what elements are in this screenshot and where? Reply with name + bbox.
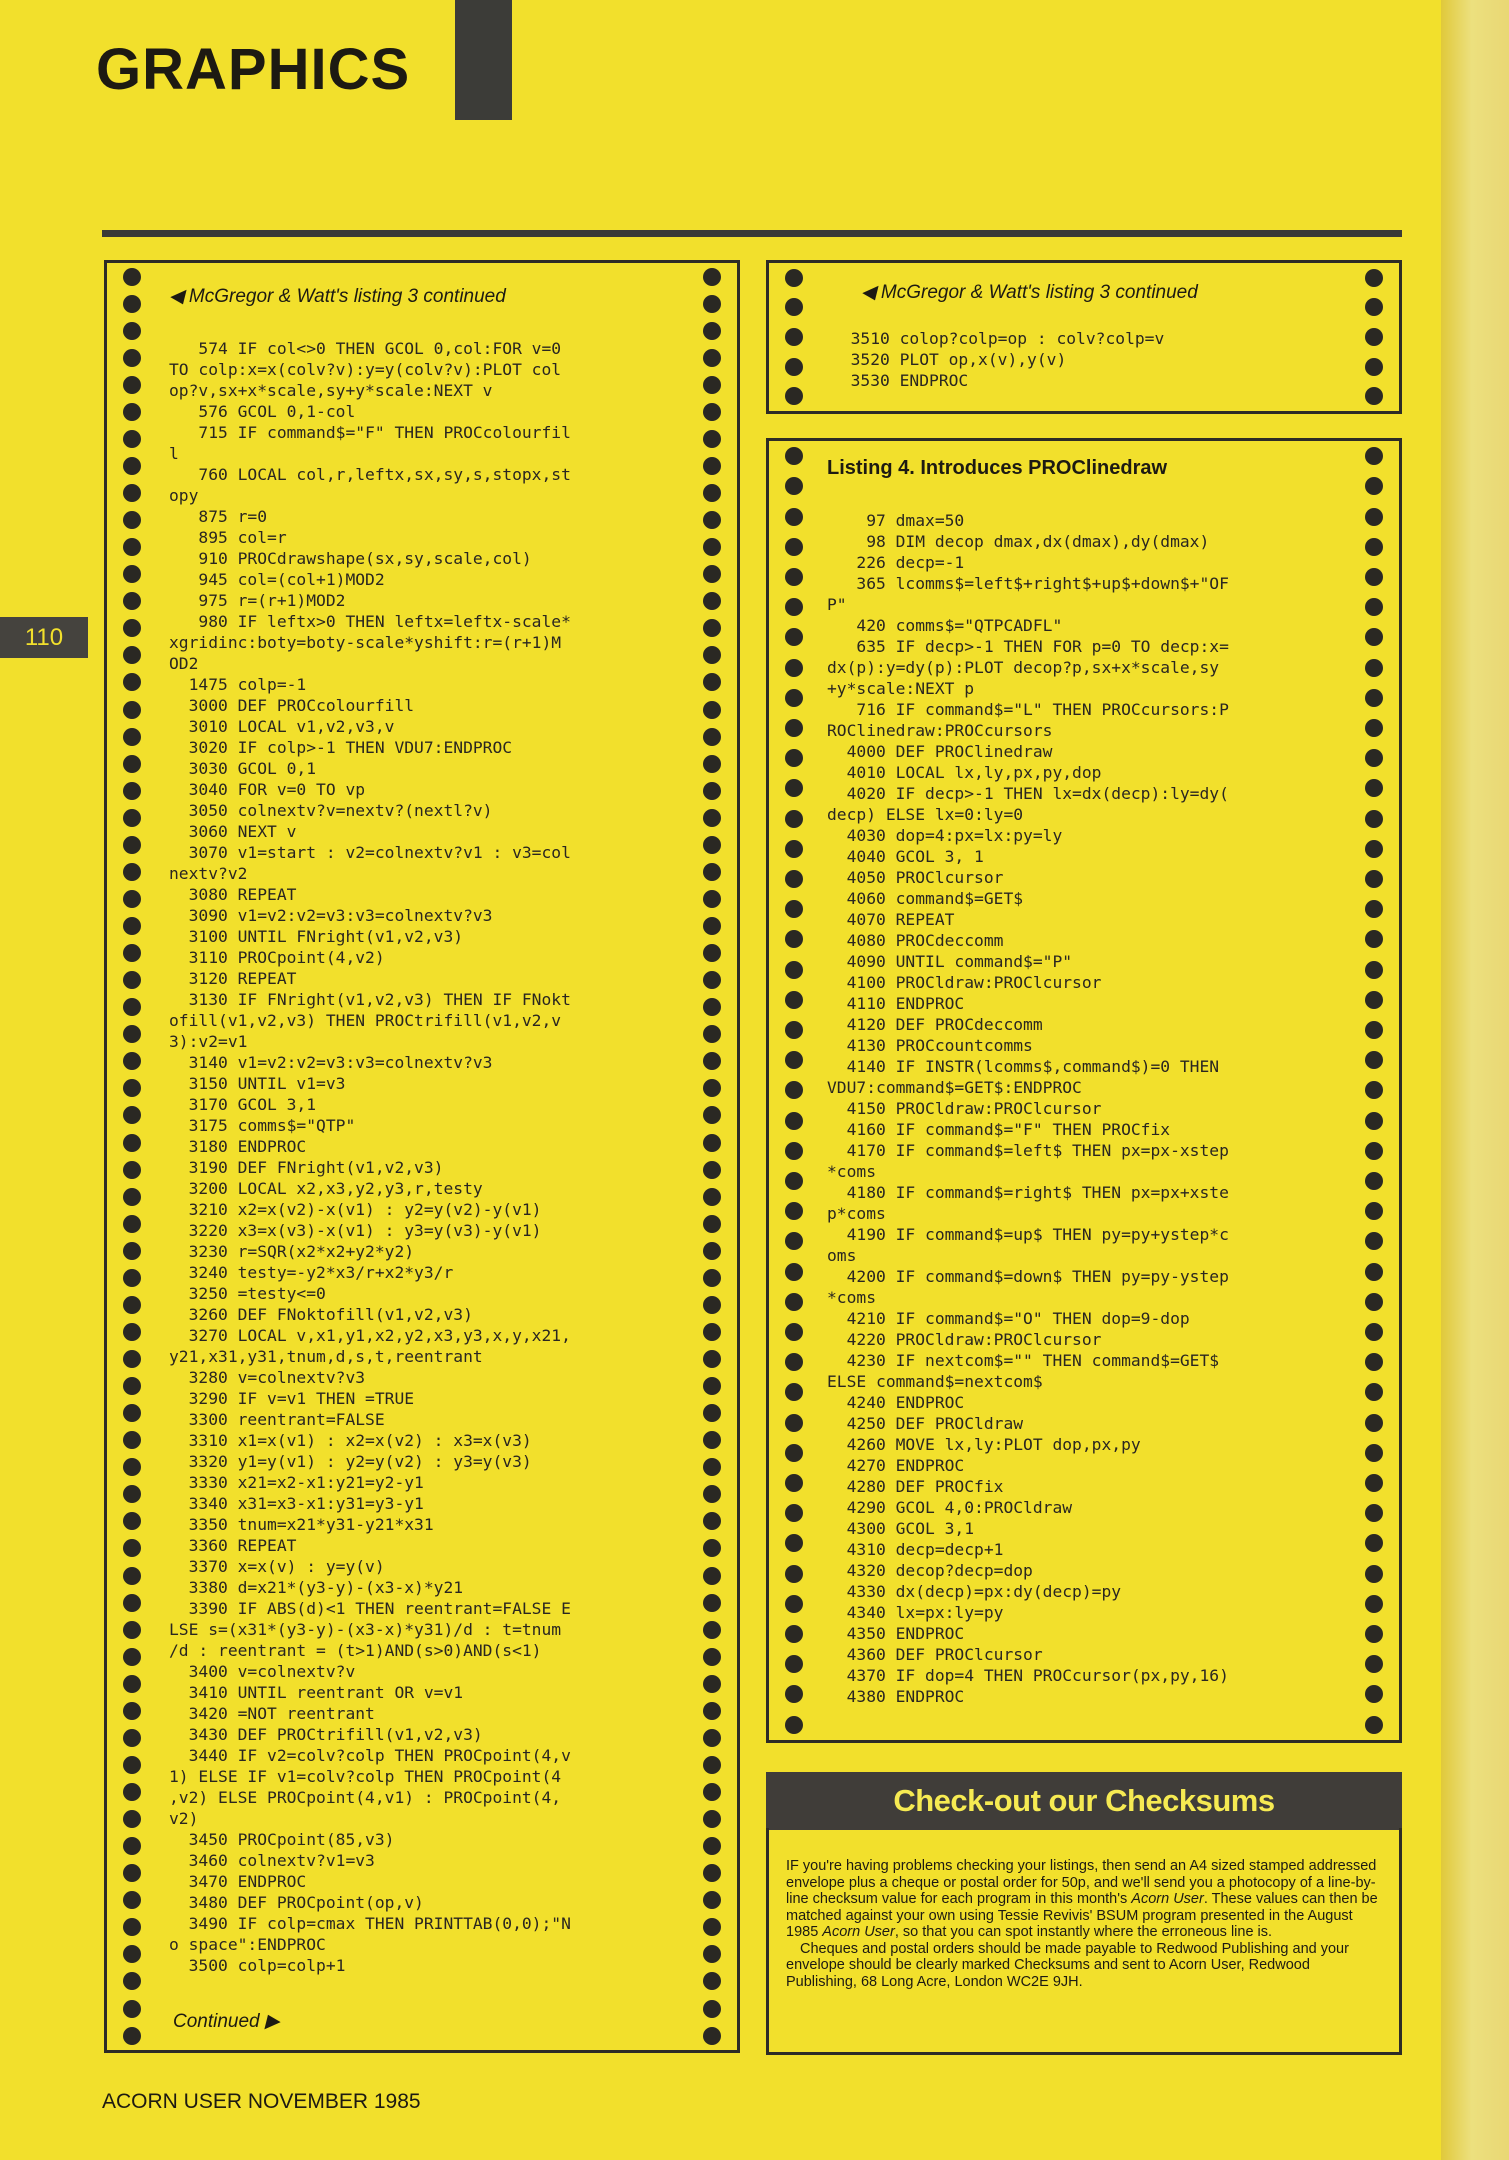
listing3-left-box <box>104 260 740 2053</box>
sprocket-holes-left <box>121 263 143 2050</box>
checksums-paragraph-1: IF you're having problems checking your listings, then send an A4 sized stamped addressed envelope plus a cheque or postal order for 50p, and we'll send you a photocopy of a line-by-line checksum value for each program in this month's Acorn User. These values can then be matched against your own using Tessie Revivis' BSUM program presented in the August 1985 Acorn User, so that you can spot instantly where the erroneous line is. <box>786 1858 1378 1940</box>
page-footer: ACORN USER NOVEMBER 1985 <box>102 2090 421 2113</box>
listing3-right-box <box>766 260 1402 414</box>
title-bar <box>455 0 512 120</box>
section-title: GRAPHICS <box>96 37 411 102</box>
header-rule <box>102 230 1402 237</box>
sprocket-holes-right <box>1363 441 1385 1740</box>
listing4-box <box>766 438 1402 1743</box>
listing3-code-continued: 3510 colop?colp=op : colv?colp=v 3520 PLOT op,x(v),y(v) 3530 ENDPROC <box>850 329 1165 390</box>
listing3-caption: ◀ McGregor & Watt's listing 3 continued <box>861 282 1198 303</box>
magazine-name: Acorn User <box>822 1924 895 1940</box>
continued-label: Continued ▶ <box>173 2011 280 2032</box>
sprocket-holes-left <box>783 263 805 411</box>
checksums-body <box>786 1858 1384 1990</box>
listing4-heading: Listing 4. Introduces PROClinedraw <box>827 457 1168 479</box>
checksums-paragraph-2: Cheques and postal orders should be made payable to Redwood Publishing and your envelope should be clearly marked Checksums and sent to Acorn User, Redwood Publishing, 68 Long Acre, London WC2E 9JH. <box>786 1940 1349 1990</box>
sprocket-holes-left <box>783 441 805 1740</box>
listing3-code: 574 IF col<>0 THEN GCOL 0,col:FOR v=0 TO colp:x=x(colv?v):y=y(colv?v):PLOT col op?v,sx+x*scale,sy+y*scale:NEXT v 576 GCOL 0,1-col 715 IF command$="F" THEN PROCcolourfil l 760 LOCAL col,r,leftx,sx,sy,s,stopx,st opy 875 r=0 895 col=r 910 PROCdrawshape(sx,sy,scale,col) 945 col=(col+1)MOD2 975 r=(r+1)MOD2 980 IF leftx>0 THEN leftx=leftx-scale* xgridinc:boty=boty-scale*yshift:r=(r+1)M OD2 1475 colp=-1 3000 DEF PROCcolourfill 3010 LOCAL v1,v2,v3,v 3020 IF colp>-1 THEN VDU7:ENDPROC 3030 GCOL 0,1 3040 FOR v=0 TO vp 3050 colnextv?v=nextv?(nextl?v) 3060 NEXT v 3070 v1=start : v2=colnextv?v1 : v3=col nextv?v2 3080 REPEAT 3090 v1=v2:v2=v3:v3=colnextv?v3 3100 UNTIL FNright(v1,v2,v3) 3110 PROCpoint(4,v2) 3120 REPEAT 3130 IF FNright(v1,v2,v3) THEN IF FNokt ofill(v1,v2,v3) THEN PROCtrifill(v1,v2,v 3):v2=v1 3140 v1=v2:v2=v3:v3=colnextv?v3 3150 UNTIL v1=v3 3170 GCOL 3,1 3175 comms$="QTP" 3180 ENDPROC 3190 DEF FNright(v1,v2,v3) 3200 LOCAL x2,x3,y2,y3,r,testy 3210 x2=x(v2)-x(v1) : y2=y(v2)-y(v1) 3220 x3=x(v3)-x(v1) : y3=y(v3)-y(v1) 3230 r=SQR(x2*x2+y2*y2) 3240 testy=-y2*x3/r+x2*y3/r 3250 =testy<=0 3260 DEF FNoktofill(v1,v2,v3) 3270 LOCAL v,x1,y1,x2,y2,x3,y3,x,y,x21, y21,x31,y31,tnum,d,s,t,reentrant 3280 v=colnextv?v3 3290 IF v=v1 THEN =TRUE 3300 reentrant=FALSE 3310 x1=x(v1) : x2=x(v2) : x3=x(v3) 3320 y1=y(v1) : y2=y(v2) : y3=y(v3) 3330 x21=x2-x1:y21=y2-y1 3340 x31=x3-x1:y31=y3-y1 3350 tnum=x21*y31-y21*x31 3360 REPEAT 3370 x=x(v) : y=y(v) 3380 d=x21*(y3-y)-(x3-x)*y21 3390 IF ABS(d)<1 THEN reentrant=FALSE E LSE s=(x31*(y3-y)-(x3-x)*y31)/d : t=tnum /d : reentrant = (t>1)AND(s>0)AND(s<1) 3400 v=colnextv?v 3410 UNTIL reentrant OR v=v1 3420 =NOT reentrant 3430 DEF PROCtrifill(v1,v2,v3) 3440 IF v2=colv?colp THEN PROCpoint(4,v 1) ELSE IF v1=colv?colp THEN PROCpoint(4 ,v2) ELSE PROCpoint(4,v1) : PROCpoint(4, v2) 3450 PROCpoint(85,v3) 3460 colnextv?v1=v3 3470 ENDPROC 3480 DEF PROCpoint(op,v) 3490 IF colp=cmax THEN PRINTTAB(0,0);"N o space":ENDPROC 3500 colp=colp+1 <box>169 339 571 1975</box>
sprocket-holes-right <box>701 263 723 2050</box>
page-edge <box>1441 0 1509 2160</box>
listing3-caption: ◀ McGregor & Watt's listing 3 continued <box>169 286 506 307</box>
page-number: 110 <box>0 617 88 658</box>
magazine-name: Acorn User <box>1131 1891 1204 1907</box>
sprocket-holes-right <box>1363 263 1385 411</box>
listing4-code: 97 dmax=50 98 DIM decop dmax,dx(dmax),dy(dmax) 226 decp=-1 365 lcomms$=left$+right$+up$+down$+"OF P" 420 comms$="QTPCADFL" 635 IF decp>-1 THEN FOR p=0 TO decp:x= dx(p):y=dy(p):PLOT decop?p,sx+x*scale,sy +y*scale:NEXT p 716 IF command$="L" THEN PROCcursors:P ROClinedraw:PROCcursors 4000 DEF PROClinedraw 4010 LOCAL lx,ly,px,py,dop 4020 IF decp>-1 THEN lx=dx(decp):ly=dy( decp) ELSE lx=0:ly=0 4030 dop=4:px=lx:py=ly 4040 GCOL 3, 1 4050 PROClcursor 4060 command$=GET$ 4070 REPEAT 4080 PROCdeccomm 4090 UNTIL command$="P" 4100 PROCldraw:PROClcursor 4110 ENDPROC 4120 DEF PROCdeccomm 4130 PROCcountcomms 4140 IF INSTR(lcomms$,command$)=0 THEN VDU7:command$=GET$:ENDPROC 4150 PROCldraw:PROClcursor 4160 IF command$="F" THEN PROCfix 4170 IF command$=left$ THEN px=px-xstep *coms 4180 IF command$=right$ THEN px=px+xste p*coms 4190 IF command$=up$ THEN py=py+ystep*c oms 4200 IF command$=down$ THEN py=py-ystep *coms 4210 IF command$="O" THEN dop=9-dop 4220 PROCldraw:PROClcursor 4230 IF nextcom$="" THEN command$=GET$ ELSE command$=nextcom$ 4240 ENDPROC 4250 DEF PROCldraw 4260 MOVE lx,ly:PLOT dop,px,py 4270 ENDPROC 4280 DEF PROCfix 4290 GCOL 4,0:PROCldraw 4300 GCOL 3,1 4310 decp=decp+1 4320 decop?decp=dop 4330 dx(decp)=px:dy(decp)=py 4340 lx=px:ly=py 4350 ENDPROC 4360 DEF PROClcursor 4370 IF dop=4 THEN PROCcursor(px,py,16) 4380 ENDPROC <box>827 511 1229 1706</box>
checksums-title: Check-out our Checksums <box>766 1772 1402 1830</box>
